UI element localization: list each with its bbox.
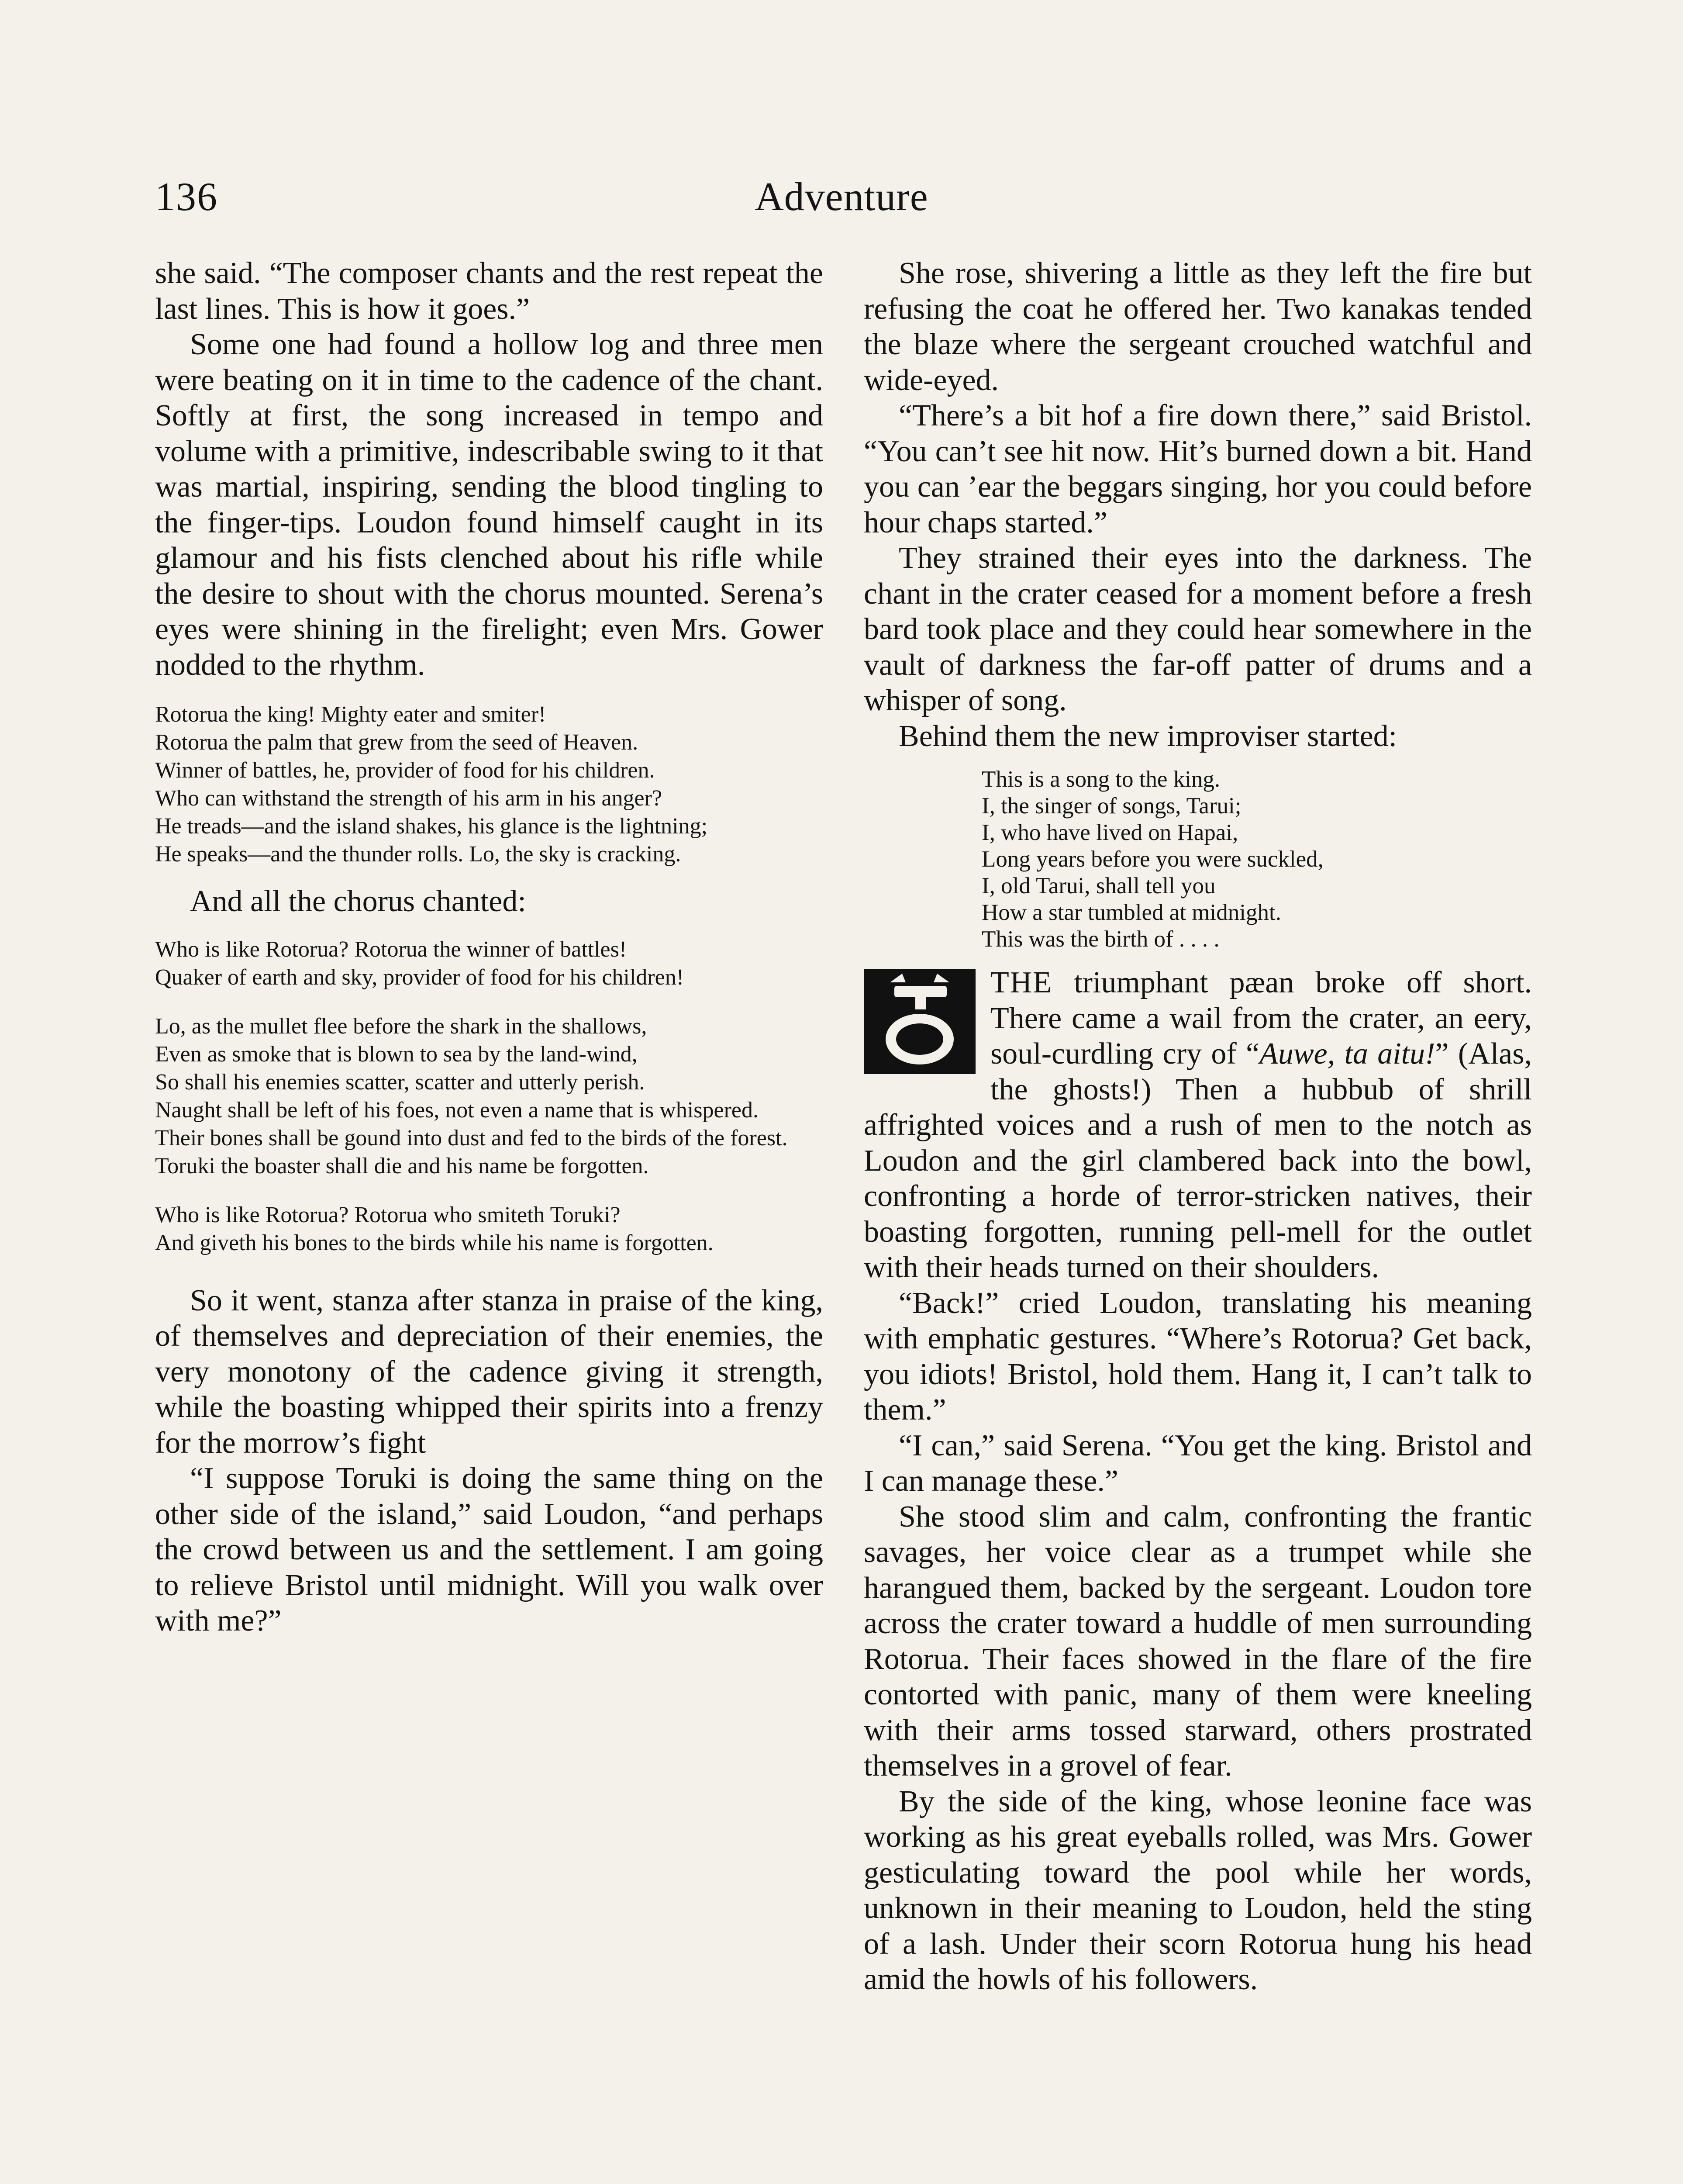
verse-line: He treads—and the island shakes, his glance is the lightning; bbox=[155, 814, 708, 839]
lead-word: THE bbox=[990, 966, 1053, 999]
verse-line: Who is like Rotorua? Rotorua who smiteth Toruki? bbox=[155, 1202, 621, 1227]
verse-line: Rotorua the king! Mighty eater and smiter! bbox=[155, 702, 546, 727]
paragraph: “I suppose Toruki is doing the same thing on the other side of the island,” said Loudon, “and perhaps the crowd between us and the settlement. I am going to relieve Bristol until midnight. Will you walk over with me?” bbox=[155, 1462, 823, 1638]
paragraph-text: ” (Alas, the ghosts!) Then a hubbub of shrill affrighted voices and a rush of men to the notch as Loudon and the girl clambered back into the bowl, confronting a horde of terror-stricken natives, their boasting forgotten, running pell-mell for the outlet with their heads turned on their shoulders. bbox=[864, 1037, 1532, 1284]
verse-line: Lo, as the mullet flee before the shark in the shallows, bbox=[155, 1013, 647, 1039]
improviser-song bbox=[982, 766, 1532, 953]
paragraph: “Back!” cried Loudon, translating his meaning with emphatic gestures. “Where’s Rotorua? Get back, you idiots! Bristol, hold them. Hang it, I can’t talk to them.” bbox=[864, 1286, 1532, 1427]
song-line: I, the singer of songs, Tarui; bbox=[982, 793, 1242, 819]
right-column bbox=[864, 256, 1532, 1997]
verse-line: Who can withstand the strength of his arm in his anger? bbox=[155, 786, 662, 811]
left-column bbox=[155, 256, 823, 1639]
paragraph: Some one had found a hollow log and three men were beating on it in time to the cadence of the chant. Softly at first, the song increased in tempo and volume with a primitive, indescribable swing to it that was martial, inspiring, sending the blood tingling to the finger-tips. Loudon found himself caught in its glamour and his fists clenched about his rifle while the desire to shout with the chorus mounted. Serena’s eyes were shining in the firelight; even Mrs. Gower nodded to the rhythm. bbox=[155, 328, 823, 682]
paragraph: She stood slim and calm, confronting the frantic savages, her voice clear as a trumpet while she harangued them, backed by the sergeant. Loudon tore across the crater toward a huddle of men surrounding Rotorua. Their faces showed in the flare of the fire contorted with panic, many of them were kneeling with their arms tossed starward, others prostrated themselves in a grovel of fear. bbox=[864, 1500, 1532, 1783]
song-line: How a star tumbled at midnight. bbox=[982, 900, 1281, 925]
song-line: I, who have lived on Hapai, bbox=[982, 820, 1238, 845]
paragraph: Behind them the new improviser started: bbox=[899, 719, 1397, 753]
stanza-gap bbox=[155, 1181, 823, 1202]
verse-line: Toruki the boaster shall die and his name be forgotten. bbox=[155, 1153, 649, 1178]
verse-line: Their bones shall be gound into dust and fed to the birds of the forest. bbox=[155, 1125, 788, 1151]
song-line: Long years before you were suckled, bbox=[982, 847, 1324, 872]
paragraph: By the side of the king, whose leonine face was working as his great eyeballs rolled, was Mrs. Gower gesticulating toward the pool while her words, unknown in their meaning to Loudon, held the sting of a lash. Under their scorn Rotorua hung his head amid the howls of his followers. bbox=[864, 1784, 1532, 1996]
chorus-verse bbox=[155, 936, 823, 1257]
paragraph-text: triumphant pæan broke off short. There came a wail from the crater, an eery, soul-curdling cry of “ bbox=[990, 966, 1532, 1071]
song-line: This was the birth of . . . . bbox=[982, 926, 1220, 952]
verse-line: Rotorua the palm that grew from the seed of Heaven. bbox=[155, 730, 638, 755]
section-break-paragraph bbox=[864, 965, 1532, 1286]
song-line: I, old Tarui, shall tell you bbox=[982, 873, 1216, 898]
verse-line: Naught shall be left of his foes, not even a name that is whispered. bbox=[155, 1097, 759, 1123]
verse-line: Quaker of earth and sky, provider of food for his children! bbox=[155, 964, 684, 990]
song-verse bbox=[155, 701, 823, 868]
verse-line: He speaks—and the thunder rolls. Lo, the sky is cracking. bbox=[155, 842, 681, 867]
verse-line: So shall his enemies scatter, scatter and utterly perish. bbox=[155, 1069, 645, 1095]
paragraph: So it went, stanza after stanza in praise of the king, of themselves and depreciation of their enemies, the very monotony of the cadence giving it strength, while the boasting whipped their spirits into a frenzy for the morrow’s fight bbox=[155, 1283, 823, 1460]
song-line: This is a song to the king. bbox=[982, 767, 1221, 792]
chorus-intro: And all the chorus chanted: bbox=[190, 885, 526, 918]
running-title: Adventure bbox=[755, 174, 928, 219]
verse-line: And giveth his bones to the birds while his name is forgotten. bbox=[155, 1230, 714, 1255]
paragraph: she said. “The composer chants and the rest repeat the last lines. This is how it goes.” bbox=[155, 256, 823, 326]
paragraph: “I can,” said Serena. “You get the king. Bristol and I can manage these.” bbox=[864, 1428, 1532, 1498]
verse-line: Winner of battles, he, provider of food for his children. bbox=[155, 758, 655, 783]
paragraph: “There’s a bit hof a fire down there,” said Bristol. “You can’t see hit now. Hit’s burned down a bit. Hand you can ’ear the beggars singing, hor you could before hour chaps started.” bbox=[864, 399, 1532, 539]
verse-line: Who is like Rotorua? Rotorua the winner of battles! bbox=[155, 936, 627, 962]
page-number: 136 bbox=[155, 174, 218, 219]
verse-line: Even as smoke that is blown to sea by the land-wind, bbox=[155, 1041, 638, 1067]
paragraph: She rose, shivering a little as they left the fire but refusing the coat he offered her. Two kanakas tended the blaze where the sergeant crouched watchful and wide-eyed. bbox=[864, 256, 1532, 397]
paragraph: They strained their eyes into the darkness. The chant in the crater ceased for a moment before a fresh bard took place and they could hear somewhere in the vault of darkness the far-off patter of drums and a whisper of song. bbox=[864, 541, 1532, 717]
stanza-gap bbox=[155, 992, 823, 1013]
page-header bbox=[155, 170, 1528, 223]
ornamental-dropcap-icon bbox=[864, 969, 976, 1074]
italic-phrase: Auwe, ta aitu! bbox=[1259, 1037, 1435, 1071]
